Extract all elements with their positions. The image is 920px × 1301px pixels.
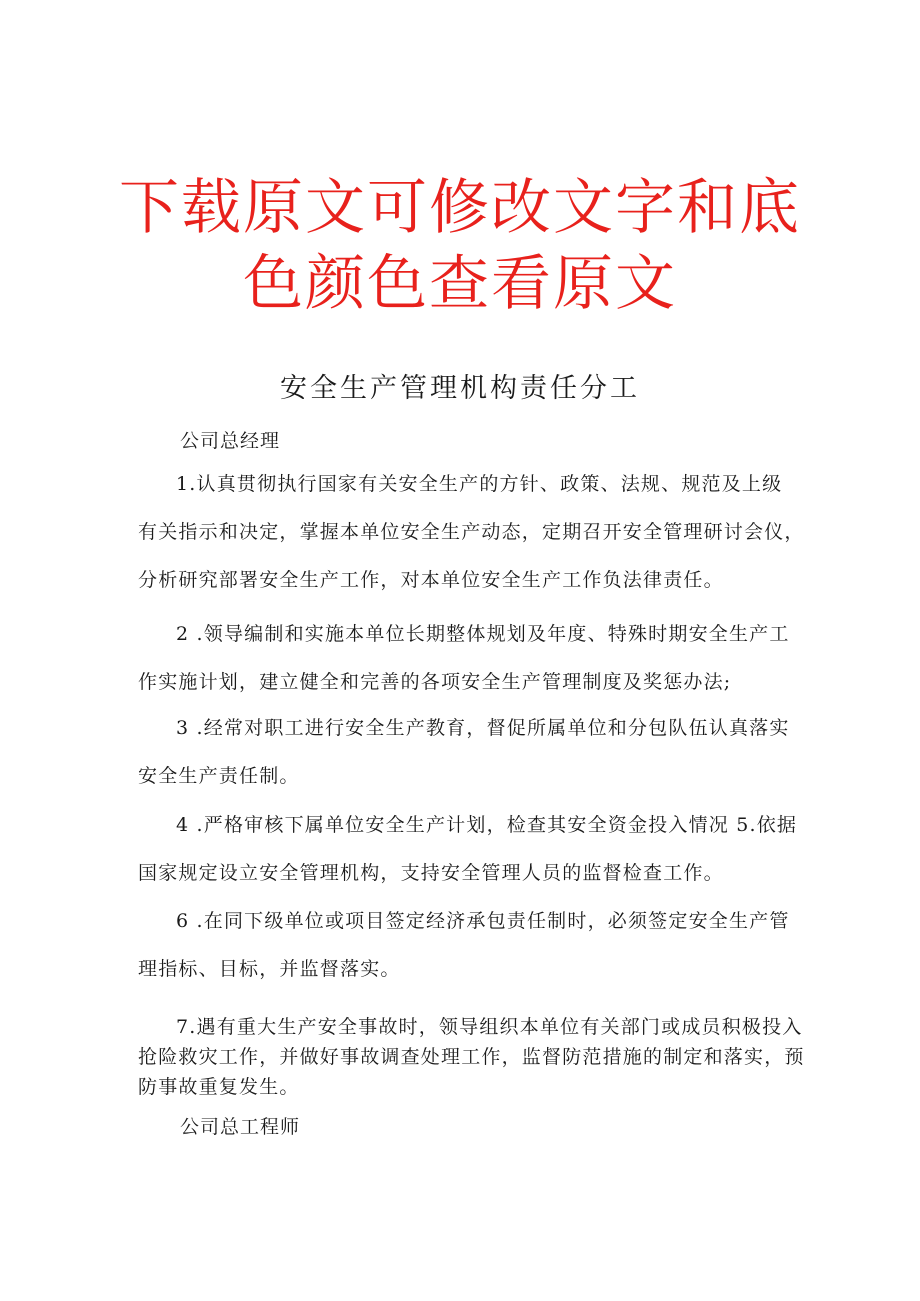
section-heading-general-manager: 公司总经理: [180, 430, 281, 452]
paragraph-item-2: [138, 610, 788, 706]
paragraph-line: 防事故重复发生。: [138, 1076, 300, 1098]
paragraph-line: 有关指示和决定，掌握本单位安全生产动态，定期召开安全管理研讨会仪，: [138, 521, 805, 543]
paragraph-line: 安全生产责任制。: [138, 765, 300, 787]
paragraph-line: 国家规定设立安全管理机构，支持安全管理人员的监督检查工作。: [138, 862, 724, 884]
paragraph-line: 1.认真贯彻执行国家有关安全生产的方针、政策、法规、规范及上级: [176, 473, 783, 495]
download-banner-line-1: 下载原文可修改文字和底: [119, 173, 801, 243]
section-heading-chief-engineer: 公司总工程师: [180, 1116, 301, 1138]
paragraph-item-3: [138, 704, 788, 800]
paragraph-line: 作实施计划，建立健全和完善的各项安全生产管理制度及奖惩办法;: [138, 671, 732, 693]
paragraph-line: 理指标、目标，并监督落实。: [138, 958, 401, 980]
paragraph-line: 6 .在同下级单位或项目签定经济承包责任制时，必须签定安全生产管: [176, 910, 790, 932]
paragraph-line: 4 .严格审核下属单位安全生产计划，检查其安全资金投入情况 5.依据: [176, 814, 798, 836]
paragraph-item-1: [138, 460, 805, 604]
paragraph-line: 2 .领导编制和实施本单位长期整体规划及年度、特殊时期安全生产工: [176, 623, 790, 645]
paragraph-item-4: [138, 801, 798, 897]
paragraph-line: 7.遇有重大生产安全事故时，领导组织本单位有关部门或成员积极投入: [176, 1016, 803, 1038]
paragraph-line: 3 .经常对职工进行安全生产教育，督促所属单位和分包队伍认真落实: [176, 717, 790, 739]
paragraph-line: 分析研究部署安全生产工作，对本单位安全生产工作负法律责任。: [138, 569, 724, 591]
paragraph-item-6: [138, 897, 788, 993]
paragraph-item-7: [138, 1012, 805, 1102]
paragraph-line: 抢险救灾工作，并做好事故调查处理工作，监督防范措施的制定和落实，预: [138, 1046, 805, 1068]
download-banner-line-2: 色颜色查看原文: [243, 249, 677, 319]
document-title: 安全生产管理机构责任分工: [280, 373, 640, 404]
